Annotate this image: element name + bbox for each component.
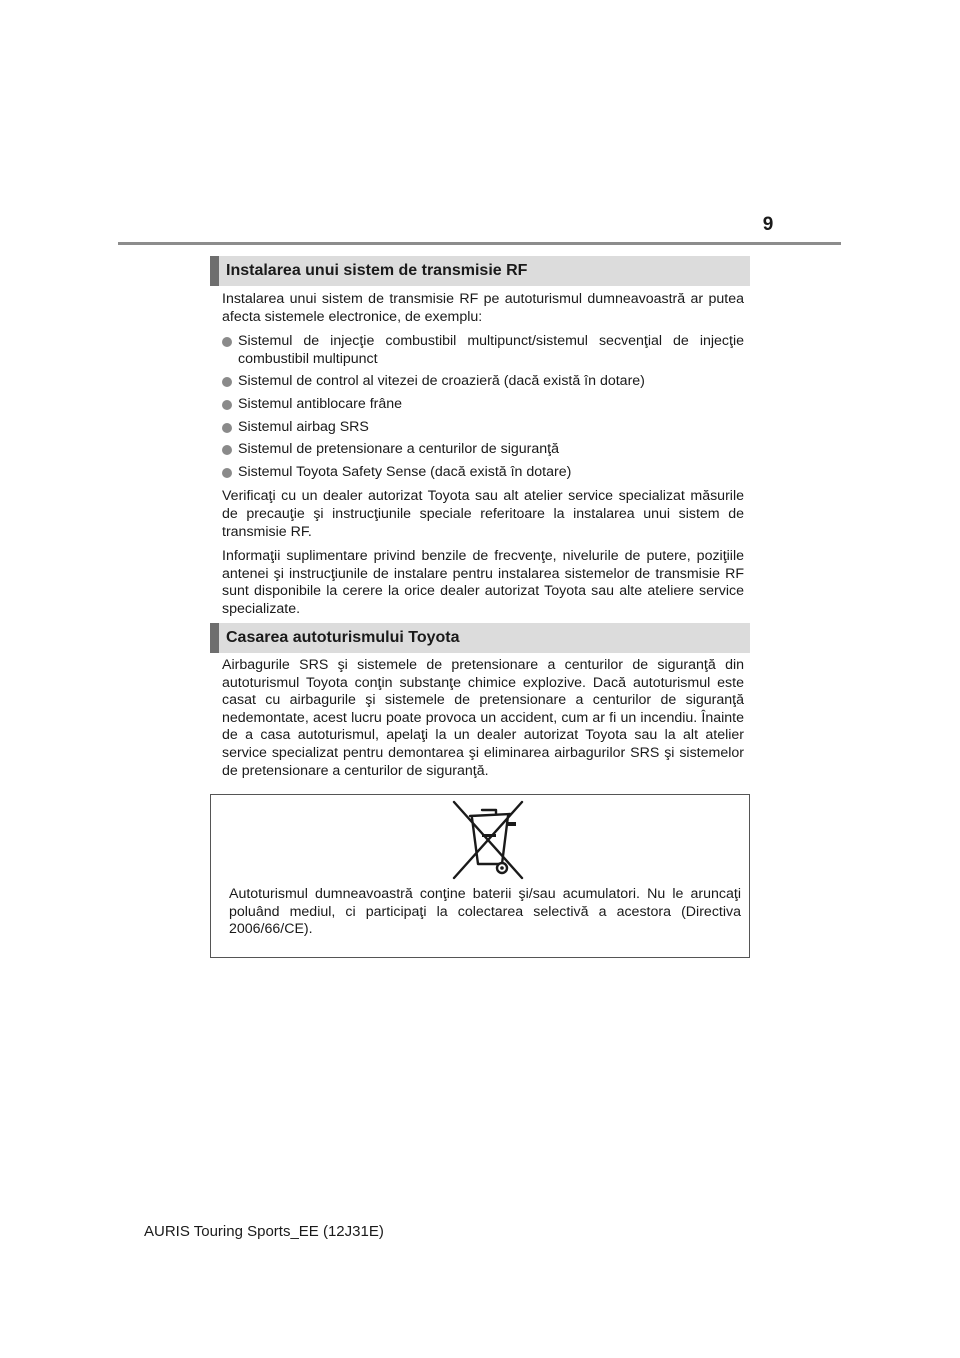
list-item-text: Sistemul de control al vitezei de croazieră (dacă există în dotare) <box>238 373 645 390</box>
bullet-icon <box>222 468 232 478</box>
rf-verification-paragraph: Verificaţi cu un dealer autorizat Toyota sau alt atelier service specializat măsurile de precauţie şi instrucţiunile speciale referitoare la instalarea unui sistem de transmisie RF. <box>222 488 744 540</box>
page-number: 9 <box>762 214 774 235</box>
scrapping-paragraph: Airbagurile SRS şi sistemele de pretensionare a centurilor de siguranţă din autoturismul Toyota conţin substanţe chimice explozive. Dacă autoturismul este casat cu airbagurile şi sistemele de pretensionare a centurilor de siguranţă nedemontate, acest lucru poate provoca un accident, cum ar fi un incendiu. Înainte de a casa autoturismul, apelaţi la un dealer autorizat Toyota sau la alt atelier service specializat pentru demontarea şi eliminarea airbagurilor SRS şi sistemelor de pretensionare a centurilor de siguranţă. <box>222 657 744 779</box>
crossed-out-wheelie-bin-icon <box>452 800 524 880</box>
list-item-text: Sistemul de injecţie combustibil multipunct/sistemul secvenţial de injecţie combustibil multipunct <box>238 333 744 367</box>
bullet-icon <box>222 423 232 433</box>
rf-affected-systems-list <box>222 333 744 481</box>
list-item <box>222 419 744 437</box>
list-item-text: Sistemul Toyota Safety Sense (dacă există în dotare) <box>238 463 572 480</box>
bullet-icon <box>222 445 232 455</box>
list-item <box>222 396 744 414</box>
rf-intro-paragraph: Instalarea unui sistem de transmisie RF pe autoturismul dumneavoastră ar putea afecta sistemele electronice, de exemplu: <box>222 291 744 325</box>
section-body-vehicle-scrapping <box>222 657 744 787</box>
list-item <box>222 373 744 391</box>
document-footer: AURIS Touring Sports_EE (12J31E) <box>144 1223 384 1240</box>
section-heading-vehicle-scrapping: Casarea autoturismului Toyota <box>210 623 750 653</box>
bullet-icon <box>222 337 232 347</box>
list-item <box>222 464 744 482</box>
battery-disposal-text: Autoturismul dumneavoastră conţine baterii şi/sau acumulatori. Nu le aruncaţi poluând mediul, ci participaţi la colectarea selectivă a acestora (Directiva 2006/66/CE). <box>229 886 741 938</box>
rf-additional-info-paragraph: Informaţii suplimentare privind benzile de frecvenţe, nivelurile de putere, poziţiile antenei şi instrucţiunile de instalare pentru instalarea sistemelor de transmisie RF sunt disponibile la cerere la orice dealer autorizat Toyota sau alte ateliere service specializate. <box>222 548 744 617</box>
bullet-icon <box>222 400 232 410</box>
section-body-rf-transmission <box>222 291 744 626</box>
list-item-text: Sistemul airbag SRS <box>238 418 369 435</box>
list-item-text: Sistemul de pretensionare a centurilor de siguranţă <box>238 441 559 458</box>
list-item <box>222 333 744 368</box>
battery-disposal-notice <box>210 794 750 958</box>
bullet-icon <box>222 377 232 387</box>
list-item-text: Sistemul antiblocare frâne <box>238 395 403 412</box>
section-heading-rf-transmission: Instalarea unui sistem de transmisie RF <box>210 256 750 286</box>
list-item <box>222 441 744 459</box>
header-rule <box>118 242 841 245</box>
